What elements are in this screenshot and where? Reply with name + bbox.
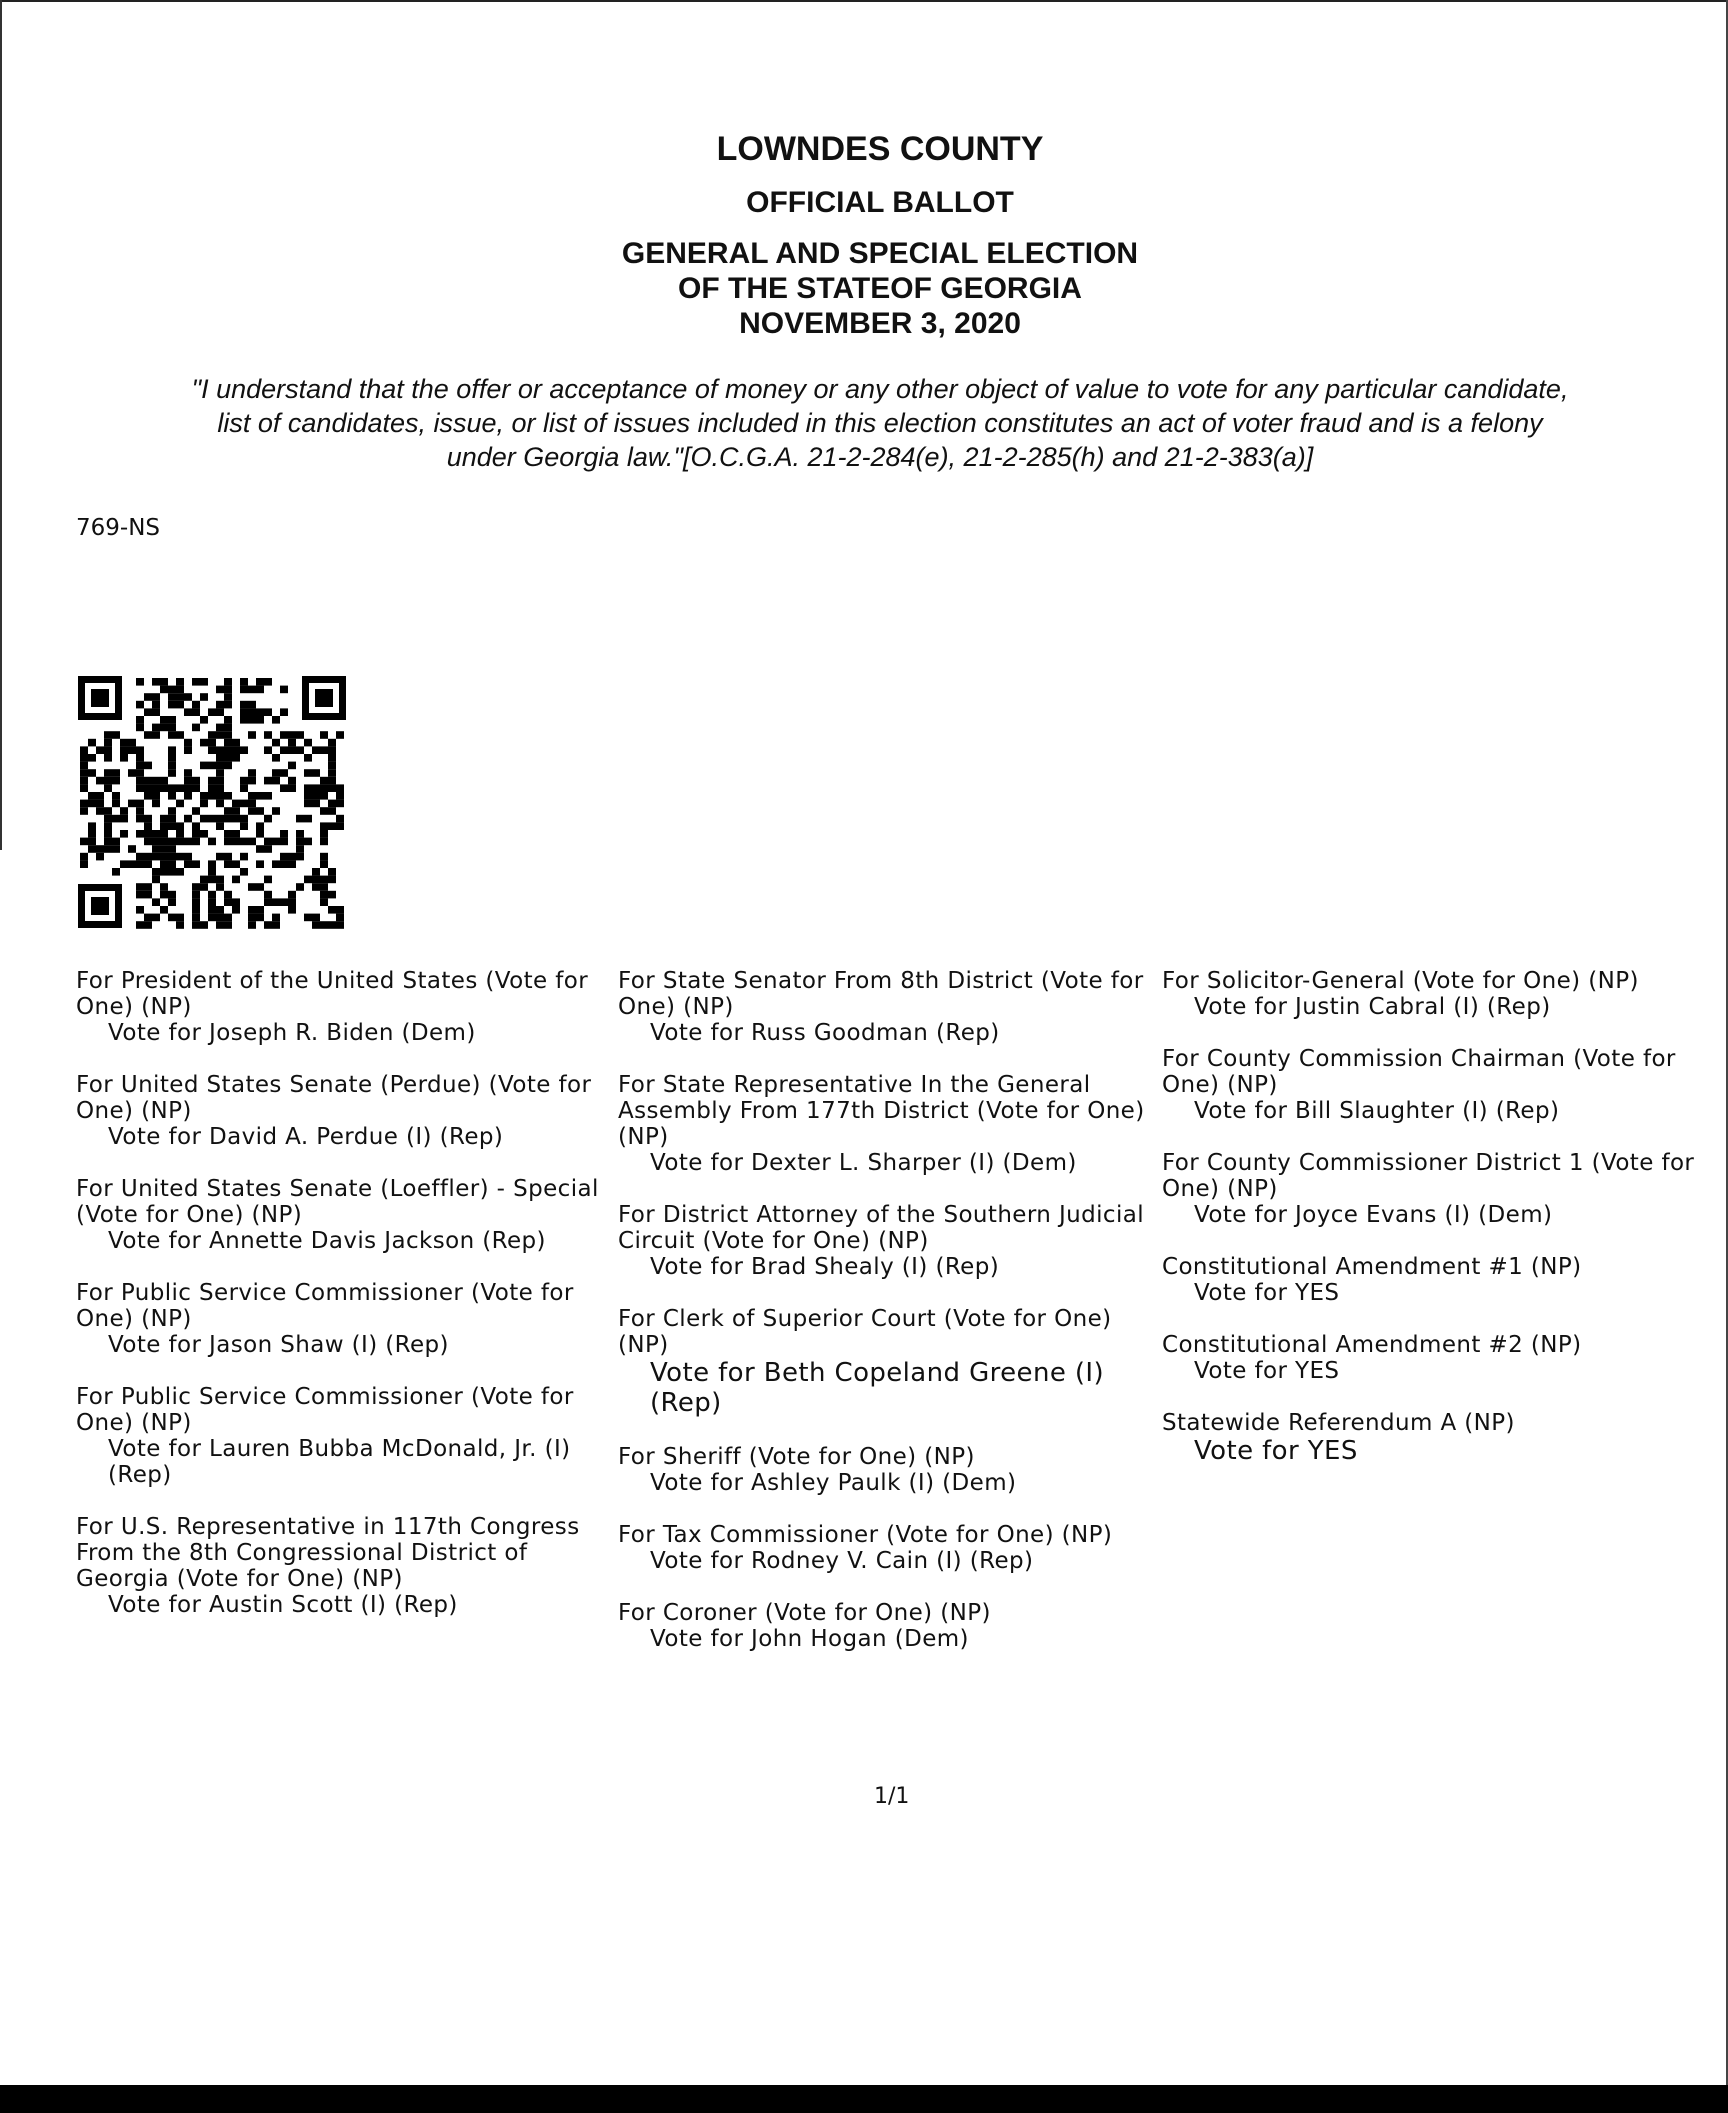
contest-item [76,968,616,1046]
contest-item [618,1444,1158,1496]
contest-name: For President of the United States (Vote for One) (NP) [76,968,589,1020]
contest-name: For Solicitor-General (Vote for One) (NP) [1162,968,1639,994]
vote-selection: Vote for YES [1194,1280,1340,1306]
contest-name: For District Attorney of the Southern Judicial Circuit (Vote for One) (NP) [618,1202,1145,1254]
contest-item [1162,1254,1702,1306]
contest-item [618,1600,1158,1652]
election-line-1: GENERAL AND SPECIAL ELECTION [621,237,1139,270]
contest-name: For U.S. Representative in 117th Congress From the 8th Congressional District of Georgia (Vote for One) (NP) [76,1514,580,1592]
vote-selection: Vote for YES [1194,1358,1340,1384]
contest-name: For United States Senate (Loeffler) - Special (Vote for One) (NP) [76,1176,599,1228]
contest-item [76,1072,616,1150]
contest-item [1162,1332,1702,1384]
ballot-style-id: 769-NS [76,515,161,541]
vote-selection: Vote for David A. Perdue (I) (Rep) [108,1124,504,1150]
contest-item [1162,1410,1702,1466]
vote-selection: Vote for YES [1194,1436,1358,1466]
vote-selection: Vote for Justin Cabral (I) (Rep) [1194,994,1551,1020]
vote-selection: Vote for Rodney V. Cain (I) (Rep) [650,1548,1034,1574]
vote-selection: Vote for Russ Goodman (Rep) [650,1020,1000,1046]
contest-item [618,1072,1158,1176]
voter-fraud-notice [80,372,1680,474]
vote-selection: Vote for Beth Copeland Greene (I) (Rep) [650,1358,1105,1418]
contest-column-3 [1162,968,1702,1492]
contest-name: For Coroner (Vote for One) (NP) [618,1600,991,1626]
election-line-2: OF THE STATEOF GEORGIA [678,272,1082,305]
vote-selection: Vote for Lauren Bubba McDonald, Jr. (I) (Rep) [108,1436,571,1488]
contest-item [618,1306,1158,1418]
contest-name: For Public Service Commissioner (Vote for One) (NP) [76,1384,574,1436]
contest-item [1162,1046,1702,1124]
notice-line-3: under Georgia law."[O.C.G.A. 21-2-284(e), 21-2-285(h) and 21-2-383(a)] [446,442,1314,472]
contest-item [76,1176,616,1254]
vote-selection: Vote for Brad Shealy (I) (Rep) [650,1254,1000,1280]
vote-selection: Vote for Joyce Evans (I) (Dem) [1194,1202,1553,1228]
contest-name: For Clerk of Superior Court (Vote for One) (NP) [618,1306,1112,1358]
notice-line-2: list of candidates, issue, or list of issues included in this election constitutes an act of voter fraud and is a felony [217,408,1543,438]
vote-selection: Vote for Joseph R. Biden (Dem) [108,1020,476,1046]
vote-selection: Vote for Ashley Paulk (I) (Dem) [650,1470,1017,1496]
contest-name: For United States Senate (Perdue) (Vote for One) (NP) [76,1072,592,1124]
qr-finder-top-right [302,676,346,720]
qr-code-icon [74,672,350,932]
ballot-type-title: OFFICIAL BALLOT [746,186,1014,219]
county-title: LOWNDES COUNTY [716,130,1044,168]
contest-name: For Sheriff (Vote for One) (NP) [618,1444,975,1470]
election-date: NOVEMBER 3, 2020 [739,307,1021,340]
contest-name: For Tax Commissioner (Vote for One) (NP) [618,1522,1113,1548]
vote-selection: Vote for Austin Scott (I) (Rep) [108,1592,458,1618]
contest-name: For Public Service Commissioner (Vote for One) (NP) [76,1280,574,1332]
election-title [0,236,1728,341]
contest-name: For County Commission Chairman (Vote for One) (NP) [1162,1046,1676,1098]
contest-name: Constitutional Amendment #2 (NP) [1162,1332,1582,1358]
vote-selection: Vote for Dexter L. Sharper (I) (Dem) [650,1150,1077,1176]
contest-name: Statewide Referendum A (NP) [1162,1410,1515,1436]
vote-selection: Vote for Jason Shaw (I) (Rep) [108,1332,449,1358]
contest-item [76,1514,616,1618]
vote-selection: Vote for John Hogan (Dem) [650,1626,969,1652]
contest-item [76,1384,616,1488]
qr-finder-top-left [78,676,122,720]
vote-selection: Vote for Annette Davis Jackson (Rep) [108,1228,546,1254]
contest-column-2 [618,968,1158,1678]
contest-item [618,1202,1158,1280]
contest-name: For State Senator From 8th District (Vote for One) (NP) [618,968,1144,1020]
contest-name: For County Commissioner District 1 (Vote for One) (NP) [1162,1150,1695,1202]
vote-selection: Vote for Bill Slaughter (I) (Rep) [1194,1098,1560,1124]
contest-item [1162,1150,1702,1228]
notice-line-1: "I understand that the offer or acceptance of money or any other object of value to vote for any particular candidate, [191,374,1569,404]
ballot-header [0,128,1728,341]
scan-bottom-edge [0,2085,1728,2113]
contest-item [618,968,1158,1046]
contest-name: For State Representative In the General Assembly From 177th District (Vote for One) (NP) [618,1072,1145,1150]
contest-item [1162,968,1702,1020]
scan-top-edge [0,0,1728,2]
contest-item [76,1280,616,1358]
qr-finder-bottom-left [78,884,122,928]
contest-name: Constitutional Amendment #1 (NP) [1162,1254,1582,1280]
contest-item [618,1522,1158,1574]
contest-column-1 [76,968,616,1644]
page-number: 1/1 [874,1784,910,1809]
